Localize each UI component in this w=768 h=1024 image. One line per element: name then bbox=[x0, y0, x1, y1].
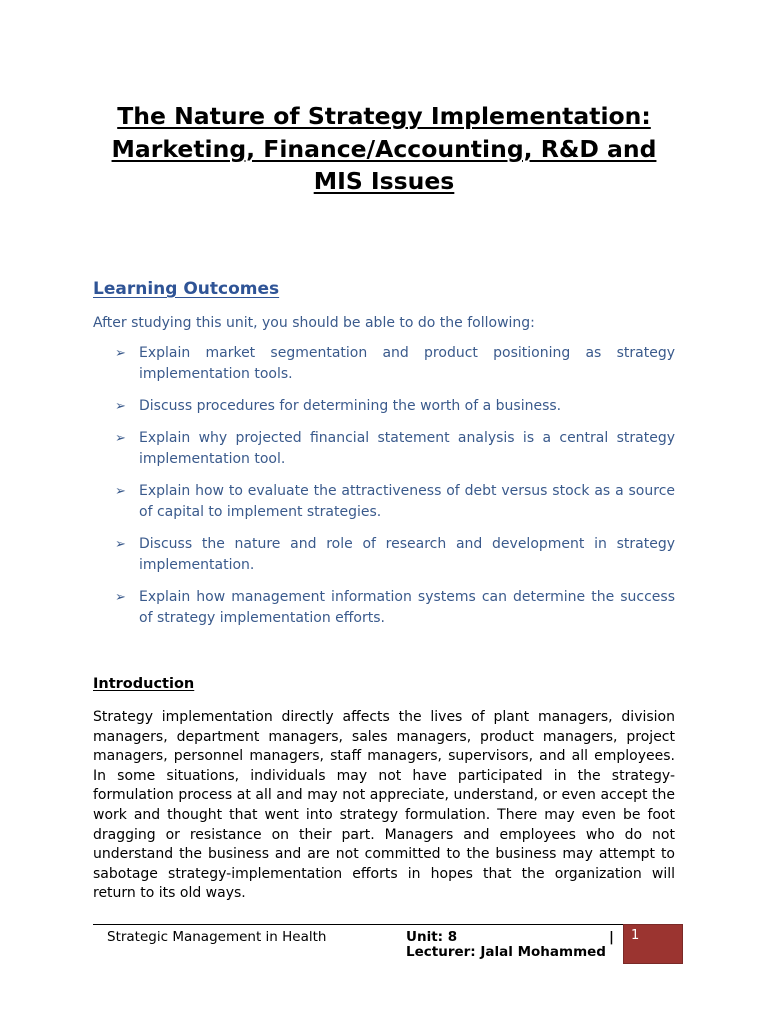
learning-outcomes-intro: After studying this unit, you should be able to do the following: bbox=[93, 315, 535, 331]
introduction-paragraph: Strategy implementation directly affects the lives of plant managers, division managers, department managers, sales managers, product managers, project managers, personnel managers, staff managers, supervisors, and all employees. In some situations, individuals may not have participated in the strategy-formulation process at all and may not appreciate, understand, or even accept the work and thought that went into strategy formulation. There may even be foot dragging or resistance on their part. Managers and employees who do not understand the business and are not committed to the business may attempt to sabotage strategy-implementation efforts in hopes that the organization will return to its old ways. bbox=[93, 709, 675, 902]
list-item bbox=[93, 481, 675, 523]
footer-separator: | bbox=[609, 929, 614, 945]
list-item bbox=[93, 343, 675, 385]
page-number-box bbox=[623, 924, 683, 964]
list-item bbox=[93, 428, 675, 470]
learning-outcomes-list bbox=[93, 343, 675, 640]
list-item-text: Explain how to evaluate the attractiveness of debt versus stock as a source of capital to implement strategies. bbox=[139, 483, 675, 520]
learning-outcomes-heading: Learning Outcomes bbox=[93, 279, 280, 299]
list-item-text: Discuss the nature and role of research and development in strategy implementation. bbox=[139, 536, 675, 573]
arrow-bullet-icon: ➢ bbox=[115, 346, 126, 361]
arrow-bullet-icon: ➢ bbox=[115, 484, 126, 499]
footer-lecturer: Lecturer: Jalal Mohammed bbox=[406, 944, 606, 960]
document-title: The Nature of Strategy Implementation: Marketing, Finance/Accounting, R&D and MIS Issues bbox=[111, 102, 657, 195]
list-item-text: Explain market segmentation and product positioning as strategy implementation tools. bbox=[139, 345, 675, 382]
footer-divider bbox=[93, 924, 623, 925]
list-item-text: Explain how management information systems can determine the success of strategy implementation efforts. bbox=[139, 589, 675, 626]
arrow-bullet-icon: ➢ bbox=[115, 399, 126, 414]
footer-course-title: Strategic Management in Health bbox=[107, 929, 327, 945]
list-item bbox=[93, 534, 675, 576]
footer-unit: Unit: 8 bbox=[406, 929, 458, 945]
list-item-text: Discuss procedures for determining the worth of a business. bbox=[139, 398, 562, 414]
introduction-heading: Introduction bbox=[93, 676, 195, 692]
list-item bbox=[93, 587, 675, 629]
arrow-bullet-icon: ➢ bbox=[115, 537, 126, 552]
list-item bbox=[93, 396, 675, 417]
page-number: 1 bbox=[631, 928, 640, 943]
arrow-bullet-icon: ➢ bbox=[115, 590, 126, 605]
list-item-text: Explain why projected financial statement analysis is a central strategy implementation tool. bbox=[139, 430, 675, 467]
arrow-bullet-icon: ➢ bbox=[115, 431, 126, 446]
